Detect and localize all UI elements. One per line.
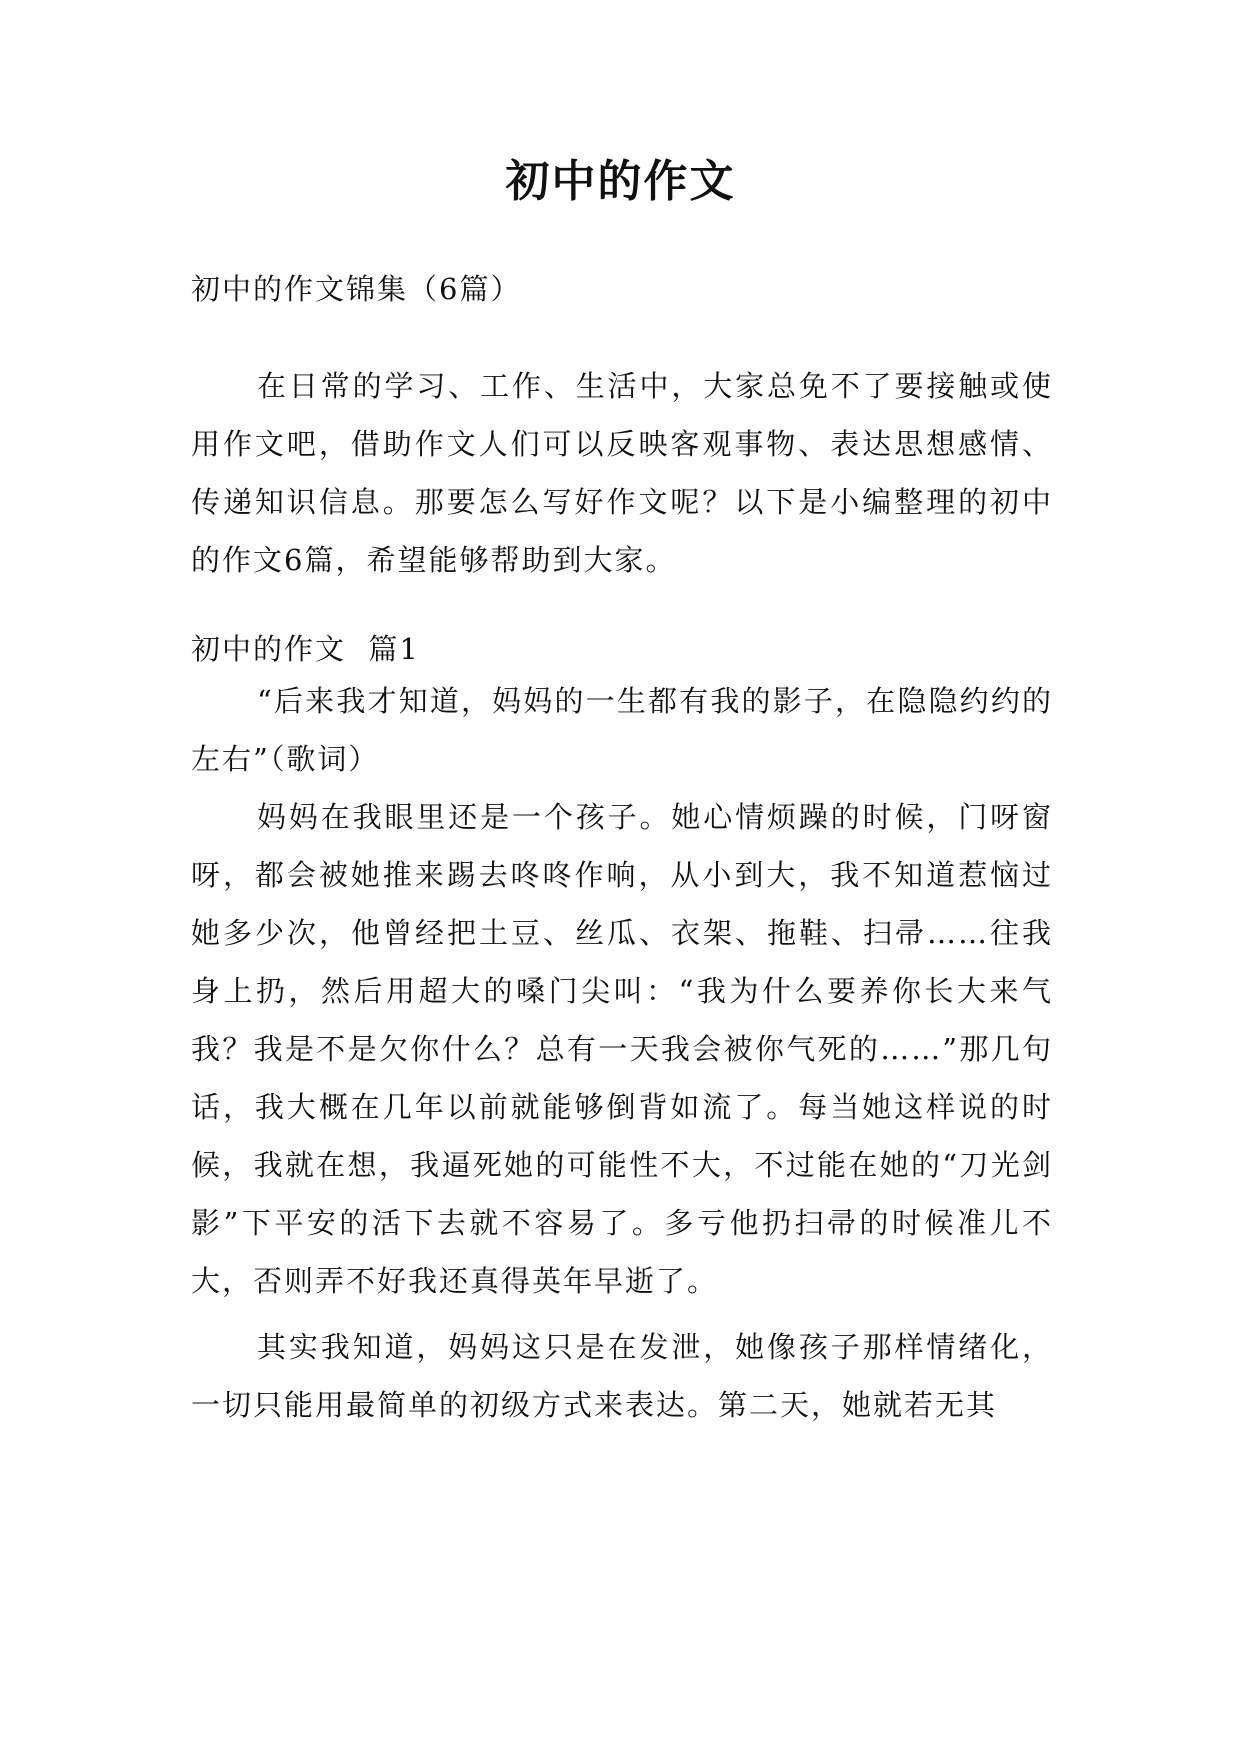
section-heading: 初中的作文 篇1: [191, 632, 420, 666]
document-title: 初中的作文: [505, 156, 736, 207]
essay-paragraph: 其实我知道，妈妈这只是在发泄，她像孩子那样情绪化，一切只能用最简单的初级方式来表达。第二天，她就若无其: [191, 1330, 1053, 1422]
intro-paragraph: 在日常的学习、工作、生活中，大家总免不了要接触或使用作文吧，借助作文人们可以反映客观事物、表达思想感情、传递知识信息。那要怎么写好作文呢？以下是小编整理的初中的作文6篇，希望能够帮助到大家。: [191, 369, 1053, 577]
essay-paragraph: 妈妈在我眼里还是一个孩子。她心情烦躁的时候，门呀窗呀，都会被她推来踢去咚咚作响，从小到大，我不知道惹恼过她多少次，他曾经把土豆、丝瓜、衣架、拖鞋、扫帚……往我身上扔，然后用超大的嗓门尖叫：“我为什么要养你长大来气我？我是不是欠你什么？总有一天我会被你气死的……”那几句话，我大概在几年以前就能够倒背如流了。每当她这样说的时候，我就在想，我逼死她的可能性不大，不过能在她的“刀光剑影”下平安的活下去就不容易了。多亏他扔扫帚的时候准儿不大，否则弄不好我还真得英年早逝了。: [191, 800, 1053, 1298]
document-subtitle: 初中的作文锦集（6篇）: [191, 272, 522, 306]
essay-body: [191, 672, 1053, 1434]
essay-paragraph: “后来我才知道，妈妈的一生都有我的影子，在隐隐约约的左右”（歌词）: [191, 684, 1053, 776]
